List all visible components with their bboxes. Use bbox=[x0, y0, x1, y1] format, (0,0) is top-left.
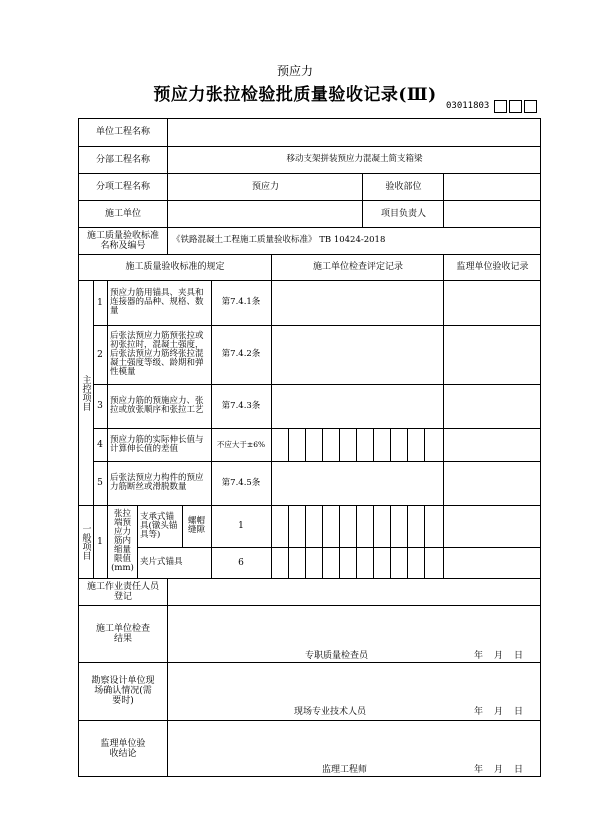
date-year: 年 bbox=[474, 651, 484, 661]
main-item-rule: 第7.4.1条 bbox=[221, 297, 261, 307]
date-year: 年 bbox=[474, 765, 484, 775]
main-item-text: 后张法预应力筋预张拉或初张拉时，混凝土强度，后张法预应力筋终张拉混凝土强度等级、龄期和弹性模量 bbox=[110, 331, 204, 377]
main-item-text: 后张法预应力构件的预应力筋断丝或滑脱数量 bbox=[110, 473, 204, 492]
main-item-no: 5 bbox=[97, 478, 103, 488]
column-header-supervisor-record: 监理单位验收记录 bbox=[456, 262, 529, 272]
general-item-category: 张拉端预应力筋内缩量限值(mm) bbox=[111, 509, 134, 573]
project-manager-field[interactable] bbox=[444, 200, 541, 227]
main-item-rule: 不应大于±6% bbox=[216, 440, 266, 449]
workers-label: 施工作业责任人员登记 bbox=[86, 581, 159, 602]
general-item-sub1-type: 螺帽缝隙 bbox=[187, 516, 205, 535]
main-item-no: 3 bbox=[97, 401, 103, 411]
contractor-result-label: 施工单位检查结果 bbox=[96, 623, 151, 644]
general-items-group-label: 一般项目 bbox=[80, 523, 91, 560]
standard-field[interactable]: 《铁路混凝土工程施工质量验收标准》 TB 10424-2018 bbox=[172, 235, 386, 245]
design-label: 勘察设计单位现场确认情况(需要时) bbox=[91, 676, 155, 706]
project-manager-label: 项目负责人 bbox=[380, 208, 426, 219]
supervisor-signer-label: 监理工程师 bbox=[322, 765, 368, 775]
main-item-supervisor-field[interactable] bbox=[444, 428, 541, 461]
main-item-no: 4 bbox=[97, 439, 103, 450]
general-item-sub1-value: 1 bbox=[238, 521, 244, 531]
main-item-check-field[interactable] bbox=[272, 280, 443, 325]
contractor-signer-label: 专职质量检查员 bbox=[305, 651, 369, 661]
date-month: 月 bbox=[494, 765, 504, 775]
column-header-contractor-check: 施工单位检查评定记录 bbox=[312, 262, 403, 272]
unit-project-label: 单位工程名称 bbox=[95, 127, 150, 137]
acceptance-part-label: 验收部位 bbox=[385, 181, 422, 192]
date-day: 日 bbox=[514, 765, 524, 775]
workers-field[interactable] bbox=[168, 578, 541, 605]
general-item-no: 1 bbox=[97, 536, 103, 547]
contractor-field[interactable] bbox=[168, 200, 363, 227]
column-header-rules: 施工质量验收标准的规定 bbox=[125, 262, 225, 272]
acceptance-part-field[interactable] bbox=[444, 173, 541, 200]
subdivision-field[interactable]: 预应力 bbox=[251, 181, 279, 192]
date-day: 日 bbox=[514, 707, 524, 717]
date-day: 日 bbox=[514, 651, 524, 661]
general-item-sub2-text: 夹片式锚具 bbox=[140, 557, 183, 567]
main-item-text: 预应力筋用锚具、夹具和连接器的品种、规格、数量 bbox=[110, 288, 204, 316]
design-signer-label: 现场专业技术人员 bbox=[294, 707, 367, 717]
contractor-label: 施工单位 bbox=[104, 208, 141, 219]
date-year: 年 bbox=[474, 707, 484, 717]
general-item-supervisor-field[interactable] bbox=[444, 505, 541, 578]
main-item-no: 2 bbox=[97, 349, 103, 360]
supervisor-label: 监理单位验收结论 bbox=[100, 738, 146, 759]
supervisor-field[interactable] bbox=[168, 720, 541, 758]
subdivision-label: 分项工程名称 bbox=[95, 181, 150, 192]
main-item-supervisor-field[interactable] bbox=[444, 325, 541, 384]
division-field[interactable]: 移动支架拼装预应力混凝土简支箱梁 bbox=[286, 154, 423, 164]
design-field[interactable] bbox=[168, 662, 541, 700]
main-item-check-field[interactable] bbox=[272, 461, 443, 505]
unit-project-field[interactable] bbox=[168, 118, 541, 146]
main-item-rule: 第7.4.3条 bbox=[221, 400, 261, 411]
main-item-no: 1 bbox=[97, 297, 103, 308]
main-item-text: 预应力筋的实际伸长值与计算伸长值的差值 bbox=[110, 434, 204, 454]
category-title: 预应力 bbox=[276, 64, 313, 78]
general-item-sub1-text: 支承式锚具(镦头锚具等) bbox=[140, 511, 178, 540]
contractor-result-field[interactable] bbox=[168, 605, 541, 643]
main-item-rule: 第7.4.5条 bbox=[221, 477, 261, 488]
form-code: 03011803 bbox=[446, 101, 490, 111]
page-title: 预应力张拉检验批质量验收记录(Ⅲ) bbox=[153, 85, 437, 105]
main-item-rule: 第7.4.2条 bbox=[221, 349, 261, 359]
main-items-group-label: 主控项目 bbox=[80, 374, 91, 411]
main-item-supervisor-field[interactable] bbox=[444, 280, 541, 325]
main-item-supervisor-field[interactable] bbox=[444, 384, 541, 428]
division-label: 分部工程名称 bbox=[95, 154, 150, 165]
standard-label: 施工质量验收标准名称及编号 bbox=[86, 230, 159, 251]
main-item-check-field[interactable] bbox=[272, 384, 443, 428]
main-item-check-field[interactable] bbox=[272, 325, 443, 384]
main-item-text: 预应力筋的预施应力、张拉或放张顺序和张拉工艺 bbox=[110, 396, 204, 415]
general-item-sub2-value: 6 bbox=[238, 557, 244, 568]
date-month: 月 bbox=[494, 707, 504, 717]
date-month: 月 bbox=[494, 651, 504, 661]
main-item-supervisor-field[interactable] bbox=[444, 461, 541, 505]
